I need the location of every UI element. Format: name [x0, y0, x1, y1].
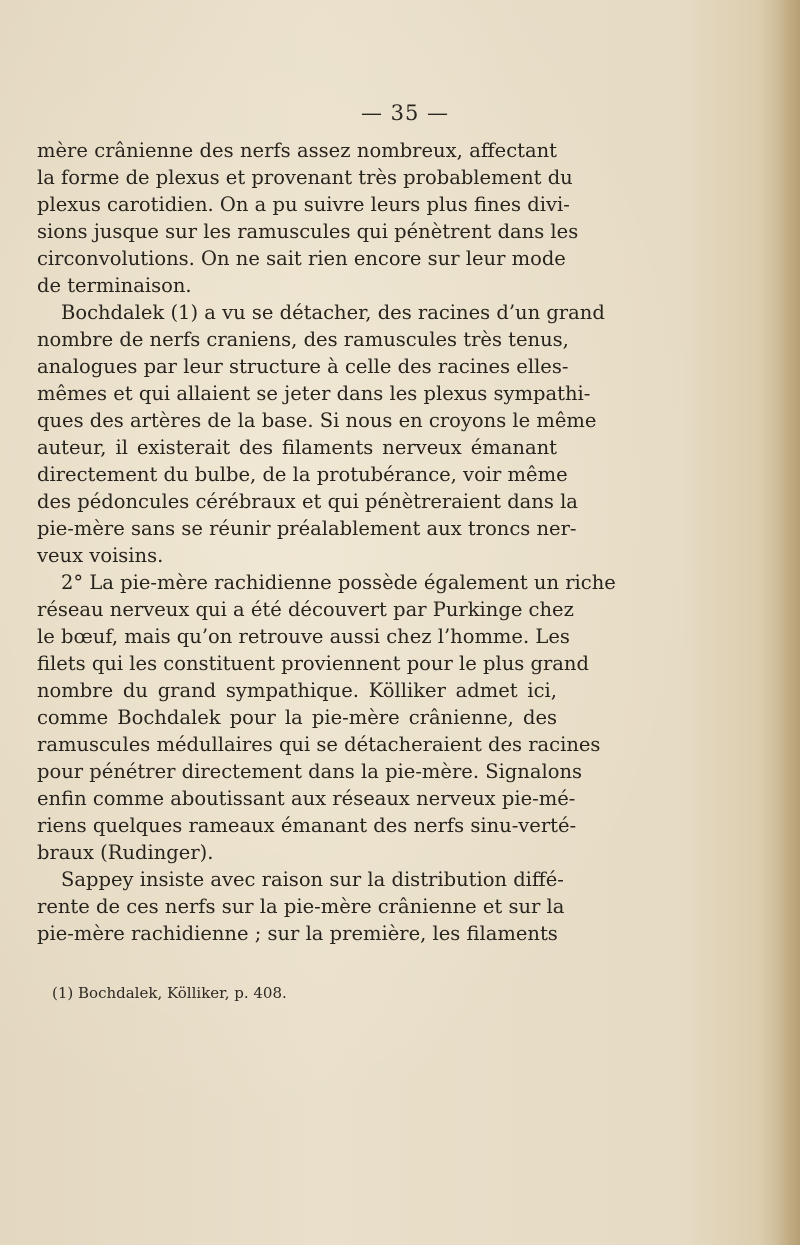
text-line: ques des artères de la base. Si nous en croyons le même — [37, 409, 597, 432]
text-line: pie-mère sans se réunir préalablement aux troncs ner- — [37, 517, 577, 540]
text-line: de terminaison. — [37, 274, 192, 297]
text-line: des pédoncules cérébraux et qui pénètreraient dans la — [37, 490, 578, 513]
text-line: Sappey insiste avec raison sur la distribution diffé- — [61, 868, 564, 891]
footnote: (1) Bochdalek, Kölliker, p. 408. — [52, 984, 287, 1002]
text-line: mère crânienne des nerfs assez nombreux, affectant — [37, 139, 557, 162]
text-line: pie-mère rachidienne ; sur la première, les filaments — [37, 922, 558, 945]
text-line: veux voisins. — [37, 544, 164, 567]
text-line: 2° La pie-mère rachidienne possède également un riche — [61, 571, 616, 594]
page-number: — 35 — — [360, 101, 450, 125]
text-line: filets qui les constituent proviennent pour le plus grand — [37, 652, 589, 675]
text-line: ramuscules médullaires qui se détacheraient des racines — [37, 733, 601, 756]
text-line: Bochdalek (1) a vu se détacher, des racines d’un grand — [61, 301, 605, 324]
text-line: directement du bulbe, de la protubérance, voir même — [37, 463, 568, 486]
text-line: la forme de plexus et provenant très probablement du — [37, 166, 573, 189]
text-line: enfin comme aboutissant aux réseaux nerveux pie-mé- — [37, 787, 576, 810]
text-line: nombre du grand sympathique. Kölliker admet ici, — [37, 679, 557, 702]
text-line: réseau nerveux qui a été découvert par Purkinge chez — [37, 598, 574, 621]
text-line: mêmes et qui allaient se jeter dans les plexus sympathi- — [37, 382, 591, 405]
text-line: plexus carotidien. On a pu suivre leurs plus fines divi- — [37, 193, 570, 216]
text-line: le bœuf, mais qu’on retrouve aussi chez l’homme. Les — [37, 625, 570, 648]
text-line: pour pénétrer directement dans la pie-mère. Signalons — [37, 760, 583, 783]
text-line: nombre de nerfs craniens, des ramuscules très tenus, — [37, 328, 569, 351]
text-line: comme Bochdalek pour la pie-mère crânienne, des — [37, 706, 557, 729]
text-line: braux (Rudinger). — [37, 841, 214, 864]
body-text — [37, 137, 616, 947]
page-edge-stain — [760, 0, 800, 1245]
text-line: analogues par leur structure à celle des racines elles- — [37, 355, 569, 378]
text-line: rente de ces nerfs sur la pie-mère crânienne et sur la — [37, 895, 565, 918]
text-line: circonvolutions. On ne sait rien encore sur leur mode — [37, 247, 566, 270]
text-line: riens quelques rameaux émanant des nerfs sinu-verté- — [37, 814, 577, 837]
text-line: sions jusque sur les ramuscules qui pénètrent dans les — [37, 220, 579, 243]
text-line: auteur, il existerait des filaments nerveux émanant — [37, 436, 557, 459]
